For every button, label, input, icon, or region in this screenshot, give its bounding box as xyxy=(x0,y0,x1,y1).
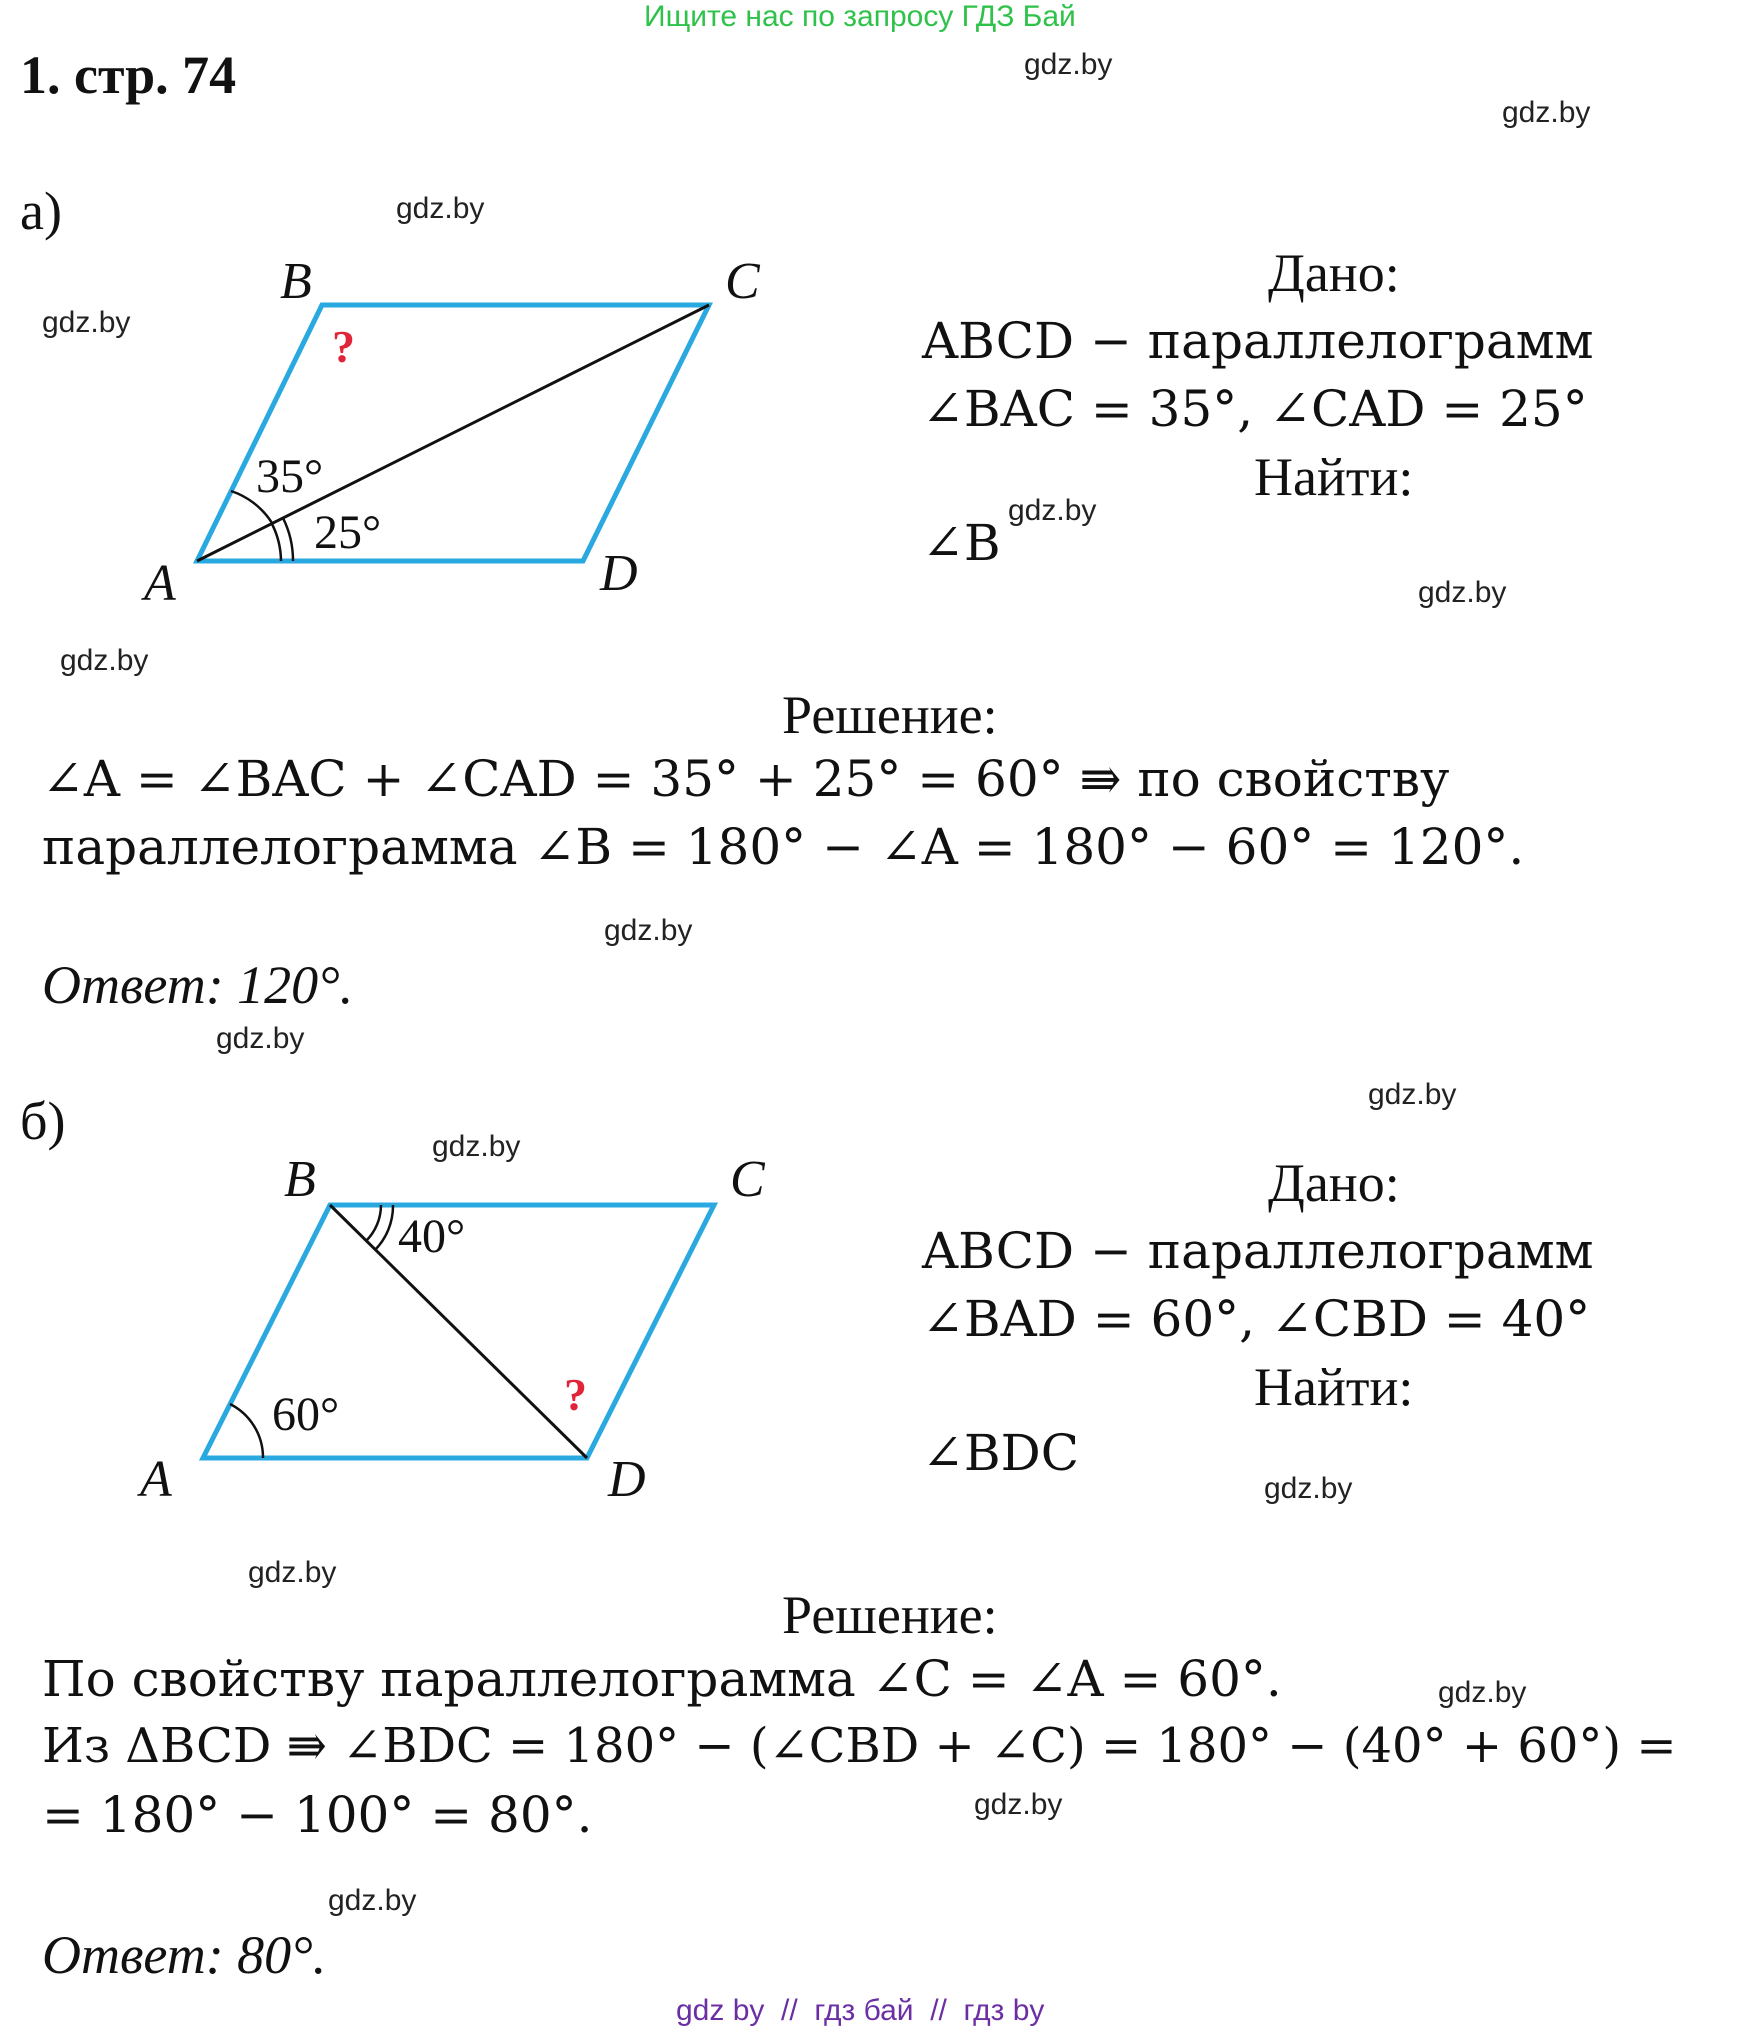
solution-line: = 180° − 100° = 80°. xyxy=(42,1786,593,1844)
watermark: gdz.by xyxy=(396,192,485,225)
given-heading: Дано: xyxy=(1268,243,1400,303)
answer: Ответ: 120°. xyxy=(42,955,354,1015)
watermark: gdz.by xyxy=(60,644,149,677)
watermark: gdz.by xyxy=(1008,494,1097,527)
vertex-a-label: A xyxy=(140,1451,172,1508)
watermark: gdz.by xyxy=(216,1022,305,1055)
given-heading: Дано: xyxy=(1268,1153,1400,1213)
find-heading: Найти: xyxy=(1254,1357,1414,1417)
watermark: gdz.by xyxy=(1024,48,1113,81)
solution-line: параллелограмма ∠B = 180° − ∠A = 180° − 60° = 120°. xyxy=(42,818,1525,876)
part-a-figure xyxy=(0,0,820,640)
watermark: gdz.by xyxy=(42,306,131,339)
footer-banner: gdz by // гдз бай // гдз by xyxy=(676,1994,1045,2027)
top-banner: Ищите нас по запросу ГДЗ Бай xyxy=(644,0,1076,33)
watermark: gdz.by xyxy=(1502,96,1591,129)
answer: Ответ: 80°. xyxy=(42,1925,327,1985)
vertex-b-label: B xyxy=(280,253,312,310)
find-heading: Найти: xyxy=(1254,447,1414,507)
angle-arc-cad-inner xyxy=(283,518,293,561)
given-line: ABCD − параллелограмм xyxy=(922,312,1594,370)
watermark: gdz.by xyxy=(604,914,693,947)
given-line: ∠BAC = 35°, ∠CAD = 25° xyxy=(922,380,1588,438)
solution-heading: Решение: xyxy=(782,685,998,745)
part-b-label: б) xyxy=(20,1091,66,1151)
solution-line: ∠A = ∠BAC + ∠CAD = 35° + 25° = 60° ⇛ по свойству xyxy=(42,750,1450,808)
solution-line: По свойству параллелограмма ∠C = ∠A = 60°. xyxy=(42,1650,1282,1708)
watermark: gdz.by xyxy=(1368,1078,1457,1111)
angle-cbd-label: 40° xyxy=(398,1210,466,1263)
vertex-c-label: C xyxy=(730,1151,765,1208)
angle-bac-label: 35° xyxy=(256,450,324,503)
watermark: gdz.by xyxy=(1438,1676,1527,1709)
vertex-a-label: A xyxy=(144,555,176,612)
solution-heading: Решение: xyxy=(782,1585,998,1645)
watermark: gdz.by xyxy=(328,1884,417,1917)
part-b-figure xyxy=(0,1100,820,1540)
vertex-d-label: D xyxy=(608,1451,646,1508)
question-mark: ? xyxy=(564,1369,587,1420)
angle-bad-label: 60° xyxy=(272,1388,340,1441)
given-line: ∠BAD = 60°, ∠CBD = 40° xyxy=(922,1290,1591,1348)
watermark: gdz.by xyxy=(432,1130,521,1163)
watermark: gdz.by xyxy=(1418,576,1507,609)
angle-arc-cad-outer xyxy=(272,524,281,561)
watermark: gdz.by xyxy=(248,1556,337,1589)
angle-arc-cbd-outer xyxy=(366,1205,381,1241)
watermark: gdz.by xyxy=(1264,1472,1353,1505)
question-mark: ? xyxy=(332,321,355,372)
watermark: gdz.by xyxy=(974,1788,1063,1821)
vertex-b-label: B xyxy=(284,1151,316,1208)
angle-arc-bad xyxy=(230,1404,263,1458)
vertex-c-label: C xyxy=(725,253,760,310)
given-line: ABCD − параллелограмм xyxy=(922,1222,1594,1280)
find-value: ∠B xyxy=(922,514,1001,572)
angle-arc-cbd-inner xyxy=(375,1205,393,1250)
page-title: 1. стр. 74 xyxy=(20,45,237,105)
angle-cad-label: 25° xyxy=(314,506,382,559)
vertex-d-label: D xyxy=(600,545,638,602)
solution-line: Из ΔBCD ⇛ ∠BDC = 180° − (∠CBD + ∠C) = 180° − (40° + 60°) = xyxy=(42,1718,1677,1774)
diagonal-ac xyxy=(197,305,709,561)
find-value: ∠BDC xyxy=(922,1424,1079,1482)
part-a-label: а) xyxy=(20,181,62,241)
